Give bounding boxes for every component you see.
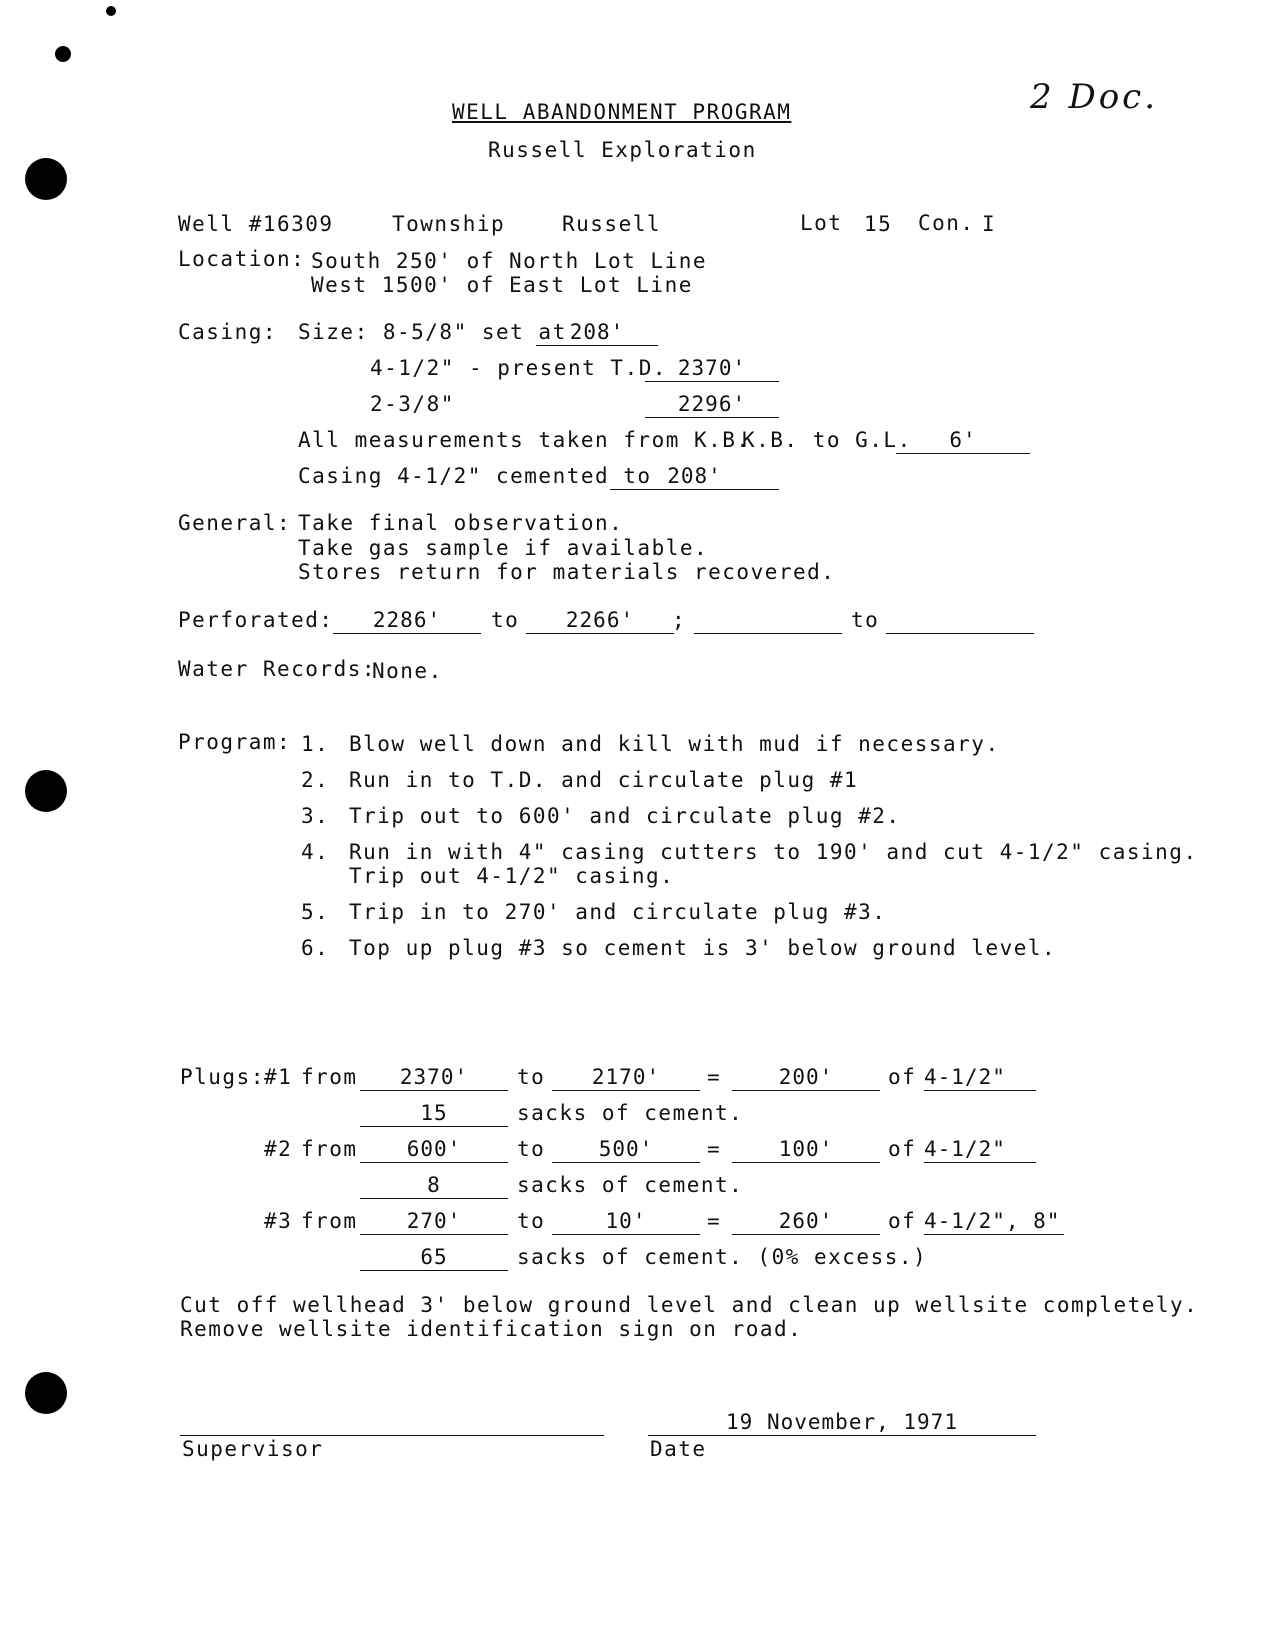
well-number: Well #16309 xyxy=(178,212,334,236)
date-label: Date xyxy=(650,1437,707,1461)
plug-id: #1 xyxy=(264,1065,293,1089)
casing-size-value: 208' xyxy=(536,320,658,346)
plug-to: 10' xyxy=(552,1209,700,1235)
plug-id: #3 xyxy=(264,1209,293,1233)
plug-of-label: of xyxy=(888,1065,917,1089)
cemented-value: 208' xyxy=(610,464,779,490)
date-value: 19 November, 1971 xyxy=(648,1410,1036,1436)
program-step-number: 2. xyxy=(301,768,330,792)
con-label: Con. xyxy=(918,211,975,235)
program-step-text: Trip in to 270' and circulate plug #3. xyxy=(349,900,887,924)
supervisor-signature-line xyxy=(180,1435,604,1436)
location-line-1: South 250' of North Lot Line xyxy=(311,249,708,273)
program-step-text: Run in with 4" casing cutters to 190' and cut 4-1/2" casing. xyxy=(349,840,1198,864)
general-line-1: Take final observation. xyxy=(298,511,624,535)
program-step-text: Trip out to 600' and circulate plug #2. xyxy=(349,804,901,828)
program-step-number: 1. xyxy=(301,732,330,756)
plug-from-label: from xyxy=(301,1209,358,1233)
casing-label: Casing: xyxy=(178,320,278,344)
perforated-from-1: 2286' xyxy=(333,608,481,634)
lot-label: Lot xyxy=(800,211,843,235)
plug-size: 4-1/2" xyxy=(924,1065,1036,1091)
measurement-note: All measurements taken from K.B. xyxy=(298,428,751,452)
closing-line-1: Cut off wellhead 3' below ground level and clean up wellsite completely. xyxy=(180,1293,1199,1317)
corner-speck xyxy=(106,6,116,16)
plug-from-label: from xyxy=(301,1065,358,1089)
page-title: WELL ABANDONMENT PROGRAM xyxy=(452,100,792,124)
casing-size-text: Size: 8-5/8" set at xyxy=(298,320,567,344)
plug-size: 4-1/2", 8" xyxy=(924,1209,1064,1235)
plug-length: 200' xyxy=(732,1065,880,1091)
plug-to-label: to xyxy=(517,1137,546,1161)
program-label: Program: xyxy=(178,730,292,754)
perforated-to-1: 2266' xyxy=(526,608,674,634)
plug-equals: = xyxy=(707,1065,722,1089)
plug-length: 260' xyxy=(732,1209,880,1235)
kb-to-gl-value: 6' xyxy=(896,428,1030,454)
handwritten-annotation: 2 Doc. xyxy=(1030,77,1159,117)
plug-of-label: of xyxy=(888,1209,917,1233)
township-label: Township xyxy=(392,212,506,236)
plug-to: 500' xyxy=(552,1137,700,1163)
plug-equals: = xyxy=(707,1209,722,1233)
program-step-text: Top up plug #3 so cement is 3' below ground level. xyxy=(349,936,1057,960)
plug-from: 600' xyxy=(360,1137,508,1163)
plug-sacks: 65 xyxy=(360,1245,508,1271)
casing-238-text: 2-3/8" xyxy=(370,392,455,416)
perforated-to-2 xyxy=(886,608,1034,634)
casing-412-value: 2370' xyxy=(645,356,779,382)
perforated-from-2 xyxy=(694,608,842,634)
perforated-to-label-2: to xyxy=(851,608,880,632)
corner-mark xyxy=(55,46,71,62)
casing-238-value: 2296' xyxy=(645,392,779,418)
water-records-value: None. xyxy=(372,659,443,683)
lot-value: 15 xyxy=(864,212,893,236)
punch-hole-1 xyxy=(25,158,67,200)
program-step-text-continued: Trip out 4-1/2" casing. xyxy=(349,864,675,888)
plug-sacks-excess-label: sacks of cement. (0% excess.) xyxy=(517,1245,928,1269)
con-value: I xyxy=(982,212,997,236)
plug-sacks: 15 xyxy=(360,1101,508,1127)
plug-to-label: to xyxy=(517,1209,546,1233)
program-step-text: Run in to T.D. and circulate plug #1 xyxy=(349,768,859,792)
program-step-number: 6. xyxy=(301,936,330,960)
general-label: General: xyxy=(178,511,292,535)
water-records-label: Water Records: xyxy=(178,657,377,681)
punch-hole-3 xyxy=(25,1372,67,1414)
perforated-label: Perforated: xyxy=(178,608,334,632)
program-step-text: Blow well down and kill with mud if necessary. xyxy=(349,732,1000,756)
township-value: Russell xyxy=(562,212,662,236)
general-line-3: Stores return for materials recovered. xyxy=(298,560,836,584)
plug-sacks-label: sacks of cement. xyxy=(517,1173,744,1197)
plug-id: #2 xyxy=(264,1137,293,1161)
plug-from-label: from xyxy=(301,1137,358,1161)
plug-from: 270' xyxy=(360,1209,508,1235)
plugs-label: Plugs: xyxy=(180,1065,265,1089)
program-step-number: 4. xyxy=(301,840,330,864)
general-line-2: Take gas sample if available. xyxy=(298,536,709,560)
casing-412-text: 4-1/2" - present T.D. xyxy=(370,356,668,380)
plug-from: 2370' xyxy=(360,1065,508,1091)
closing-line-2: Remove wellsite identification sign on road. xyxy=(180,1317,803,1341)
program-step-number: 5. xyxy=(301,900,330,924)
program-step-number: 3. xyxy=(301,804,330,828)
plug-sacks-label: sacks of cement. xyxy=(517,1101,744,1125)
plug-size: 4-1/2" xyxy=(924,1137,1036,1163)
plug-sacks: 8 xyxy=(360,1173,508,1199)
plug-to-label: to xyxy=(517,1065,546,1089)
location-label: Location: xyxy=(178,247,306,271)
perforated-to-label-1: to xyxy=(491,608,520,632)
plug-equals: = xyxy=(707,1137,722,1161)
supervisor-label: Supervisor xyxy=(182,1437,324,1461)
punch-hole-2 xyxy=(25,770,67,812)
plug-of-label: of xyxy=(888,1137,917,1161)
cemented-text: Casing 4-1/2" cemented to xyxy=(298,464,652,488)
location-line-2: West 1500' of East Lot Line xyxy=(311,273,693,297)
company-name: Russell Exploration xyxy=(488,138,757,162)
plug-to: 2170' xyxy=(552,1065,700,1091)
perforated-separator: ; xyxy=(672,608,687,632)
kb-to-gl-label: K.B. to G.L. xyxy=(742,428,912,452)
plug-length: 100' xyxy=(732,1137,880,1163)
